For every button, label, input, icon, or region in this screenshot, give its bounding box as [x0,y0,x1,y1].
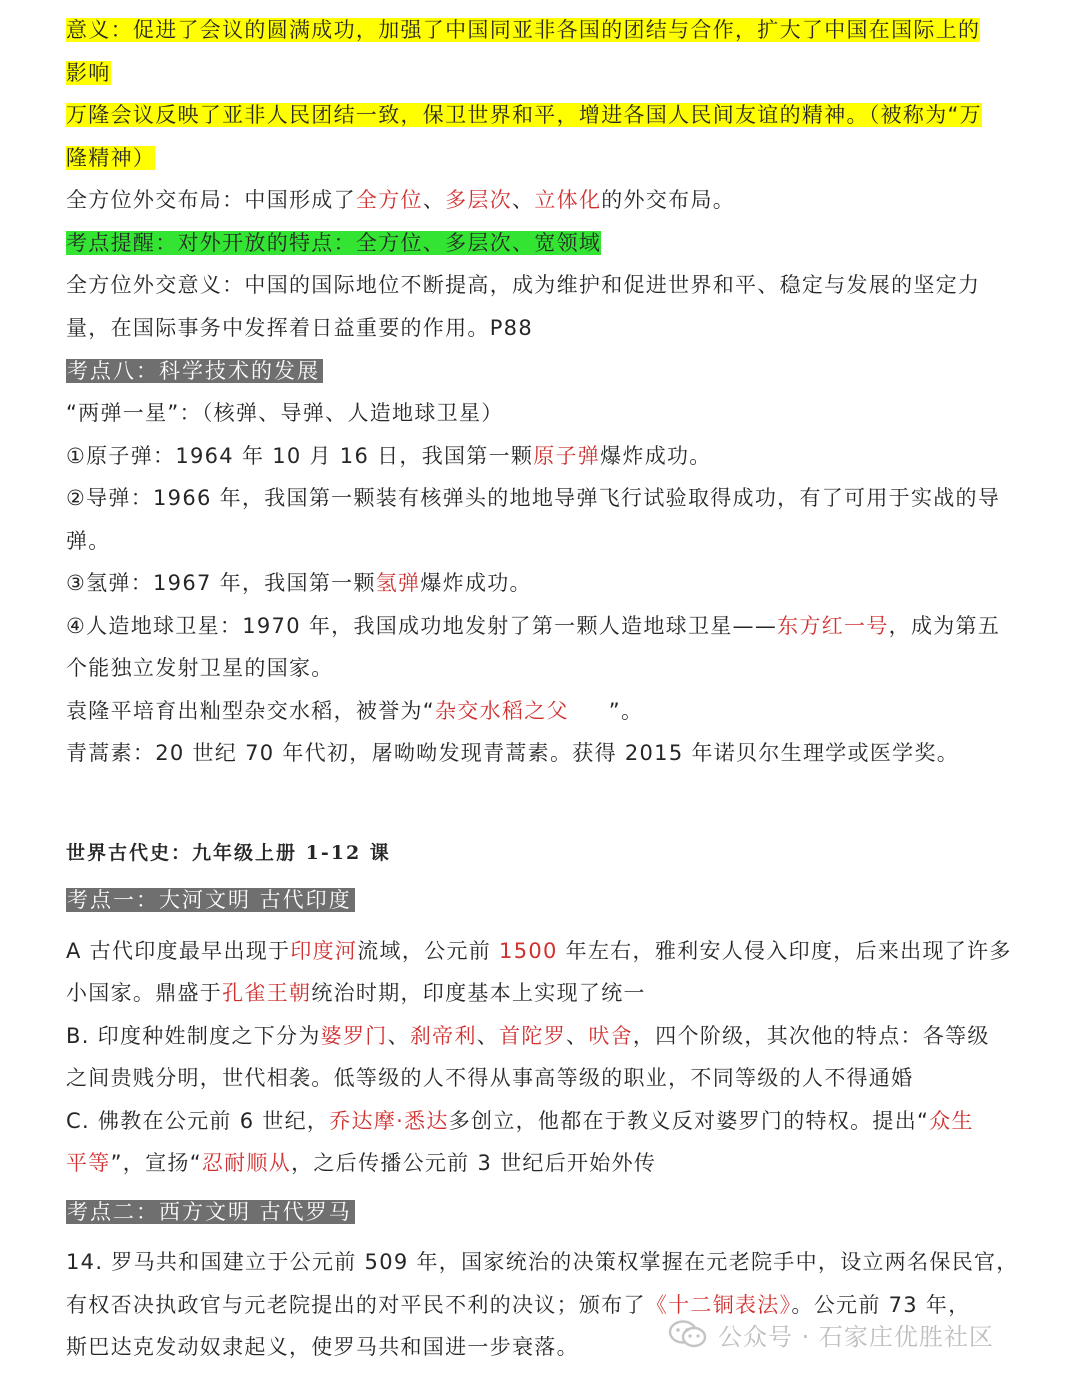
diplomatic-layout-line [66,184,735,216]
key-term: 《十二铜表法》 [645,1293,792,1317]
rome-line-1 [66,1246,1019,1278]
text: ”，宣扬“ [110,1151,202,1175]
text: 爆炸成功。 [600,444,712,468]
text: 、 [387,1024,410,1048]
key-term: 多层次 [445,188,513,212]
section-heading-india [66,884,355,916]
diplomatic-meaning-line-2 [66,312,533,344]
rome-line-3 [66,1331,579,1363]
text: 斯巴达克发动奴隶起义，使罗马共和国进一步衰落。 [66,1335,579,1359]
key-term: 杂交水稻之父 [434,699,569,723]
key-term: 氢弹 [375,571,421,595]
diplomatic-meaning-line-1 [66,269,980,301]
text: 袁隆平培育出籼型杂交水稻，被誉为“ [66,699,435,723]
key-term: 首陀罗 [499,1024,566,1048]
significance-line-1 [66,14,980,46]
heading-text: 考点二：西方文明 古代罗马 [66,1200,355,1224]
highlighted-text: 意义：促进了会议的圆满成功，加强了中国同亚非各国的团结与合作，扩大了中国在国际上的 [66,18,981,42]
key-term: 忍耐顺从 [201,1151,292,1175]
text: ④人造地球卫星：1970 年，我国成功地发射了第一颗人造地球卫星—— [66,614,778,638]
atomic-bomb-line [66,440,712,472]
missile-line-2 [66,525,111,557]
highlighted-text: 隆精神） [66,146,156,170]
world-history-title [66,836,391,869]
wechat-icon [668,1319,708,1349]
section-heading-science [66,355,323,387]
text: 多创立，他都在于教义反对婆罗门的特权。提出“ [448,1109,930,1133]
text: 年左右，雅利安人侵入印度，后来出现了许多 [557,939,1012,963]
watermark-text: 公众号 · 石家庄优胜社区 [718,1322,994,1351]
text: 、 [512,188,535,212]
text: 量，在国际事务中发挥着日益重要的作用。P88 [66,316,533,340]
missile-line-1 [66,482,1000,514]
key-term: 刹帝利 [409,1024,477,1048]
text: 、 [476,1024,500,1048]
key-term: 原子弹 [533,444,601,468]
text: 的外交布局。 [601,188,736,212]
text: ，之后传播公元前 3 世纪后开始外传 [291,1151,657,1175]
india-c-line-2 [66,1147,656,1179]
text: ，成为第五 [888,614,1001,638]
key-term: 孔雀王朝 [222,981,312,1005]
heading-text: 考点八：科学技术的发展 [66,359,323,383]
watermark [668,1318,994,1350]
significance-line-2 [66,57,111,89]
highlighted-tip: 考点提醒：对外开放的特点：全方位、多层次、宽领域 [66,231,602,255]
india-c-line-1 [66,1105,974,1137]
text: 、 [566,1024,589,1048]
two-bombs-line [66,397,504,429]
text: 弹。 [66,529,111,553]
key-term: 众生 [929,1109,974,1133]
text: C. 佛教在公元前 6 世纪， [66,1109,330,1133]
text: 爆炸成功。 [420,571,532,595]
text: 流域，公元前 [357,939,500,963]
india-a-line-1 [66,935,1012,967]
text: ③氢弹：1967 年，我国第一颗 [66,571,376,595]
text: ，四个阶级，其次他的特点：各等级 [632,1024,990,1048]
text: A 古代印度最早出现于 [66,939,291,963]
highlighted-text: 万隆会议反映了亚非人民团结一致，保卫世界和平，增进各国人民间友谊的精神。（被称为“万 [66,103,982,127]
text: 个能独立发射卫星的国家。 [66,656,334,680]
text: ②导弹：1966 年，我国第一颗装有核弹头的地地导弹飞行试验取得成功，有了可用于实战的导 [66,486,1001,510]
text: B. 印度种姓制度之下分为 [66,1024,321,1048]
text: 之间贵贱分明，世代相袭。低等级的人不得从事高等级的职业，不同等级的人不得通婚 [66,1066,914,1090]
key-term: 立体化 [534,188,602,212]
text: “两弹一星”：（核弹、导弹、人造地球卫星） [66,401,504,425]
key-term: 吠舍 [588,1024,633,1048]
text: 、 [422,188,446,212]
text: 小国家。鼎盛于 [66,981,223,1005]
yuan-longping-line [66,695,643,727]
heading-text: 考点一：大河文明 古代印度 [66,888,355,912]
india-a-line-2 [66,977,646,1009]
india-b-line-2 [66,1062,913,1094]
satellite-line-1 [66,610,1000,642]
section-title: 世界古代史：九年级上册 1-12 课 [66,842,391,864]
text: 14. 罗马共和国建立于公元前 509 年，国家统治的决策权掌握在元老院手中，设立两名保民官， [66,1250,1019,1274]
exam-tip-line [66,227,601,259]
text: 全方位外交意义：中国的国际地位不断提高，成为维护和促进世界和平、稳定与发展的坚定力 [66,273,981,297]
text: ”。 [608,699,644,723]
satellite-line-2 [66,652,334,684]
key-term: 1500 [499,939,558,963]
section-heading-rome [66,1196,355,1228]
key-term: 平等 [66,1151,111,1175]
key-term: 东方红一号 [777,614,889,638]
key-term: 印度河 [290,939,358,963]
bandung-line-1 [66,99,982,131]
bandung-line-2 [66,142,155,174]
text: 。公元前 73 年， [791,1293,971,1317]
artemisinin-line [66,737,959,769]
key-term: 全方位 [355,188,423,212]
text: 青蒿素：20 世纪 70 年代初，屠呦呦发现青蒿素。获得 2015 年诺贝尔生理学或医学奖。 [66,741,960,765]
hydrogen-bomb-line [66,567,532,599]
key-term: 婆罗门 [320,1024,388,1048]
india-b-line-1 [66,1020,990,1052]
text: ①原子弹：1964 年 10 月 16 日，我国第一颗 [66,444,534,468]
text: 有权否决执政官与元老院提出的对平民不利的决议；颁布了 [66,1293,646,1317]
highlighted-text: 影响 [66,61,111,85]
key-term: 乔达摩·悉达 [329,1109,449,1133]
text: 全方位外交布局：中国形成了 [66,188,356,212]
text: 统治时期，印度基本上实现了统一 [311,981,646,1005]
